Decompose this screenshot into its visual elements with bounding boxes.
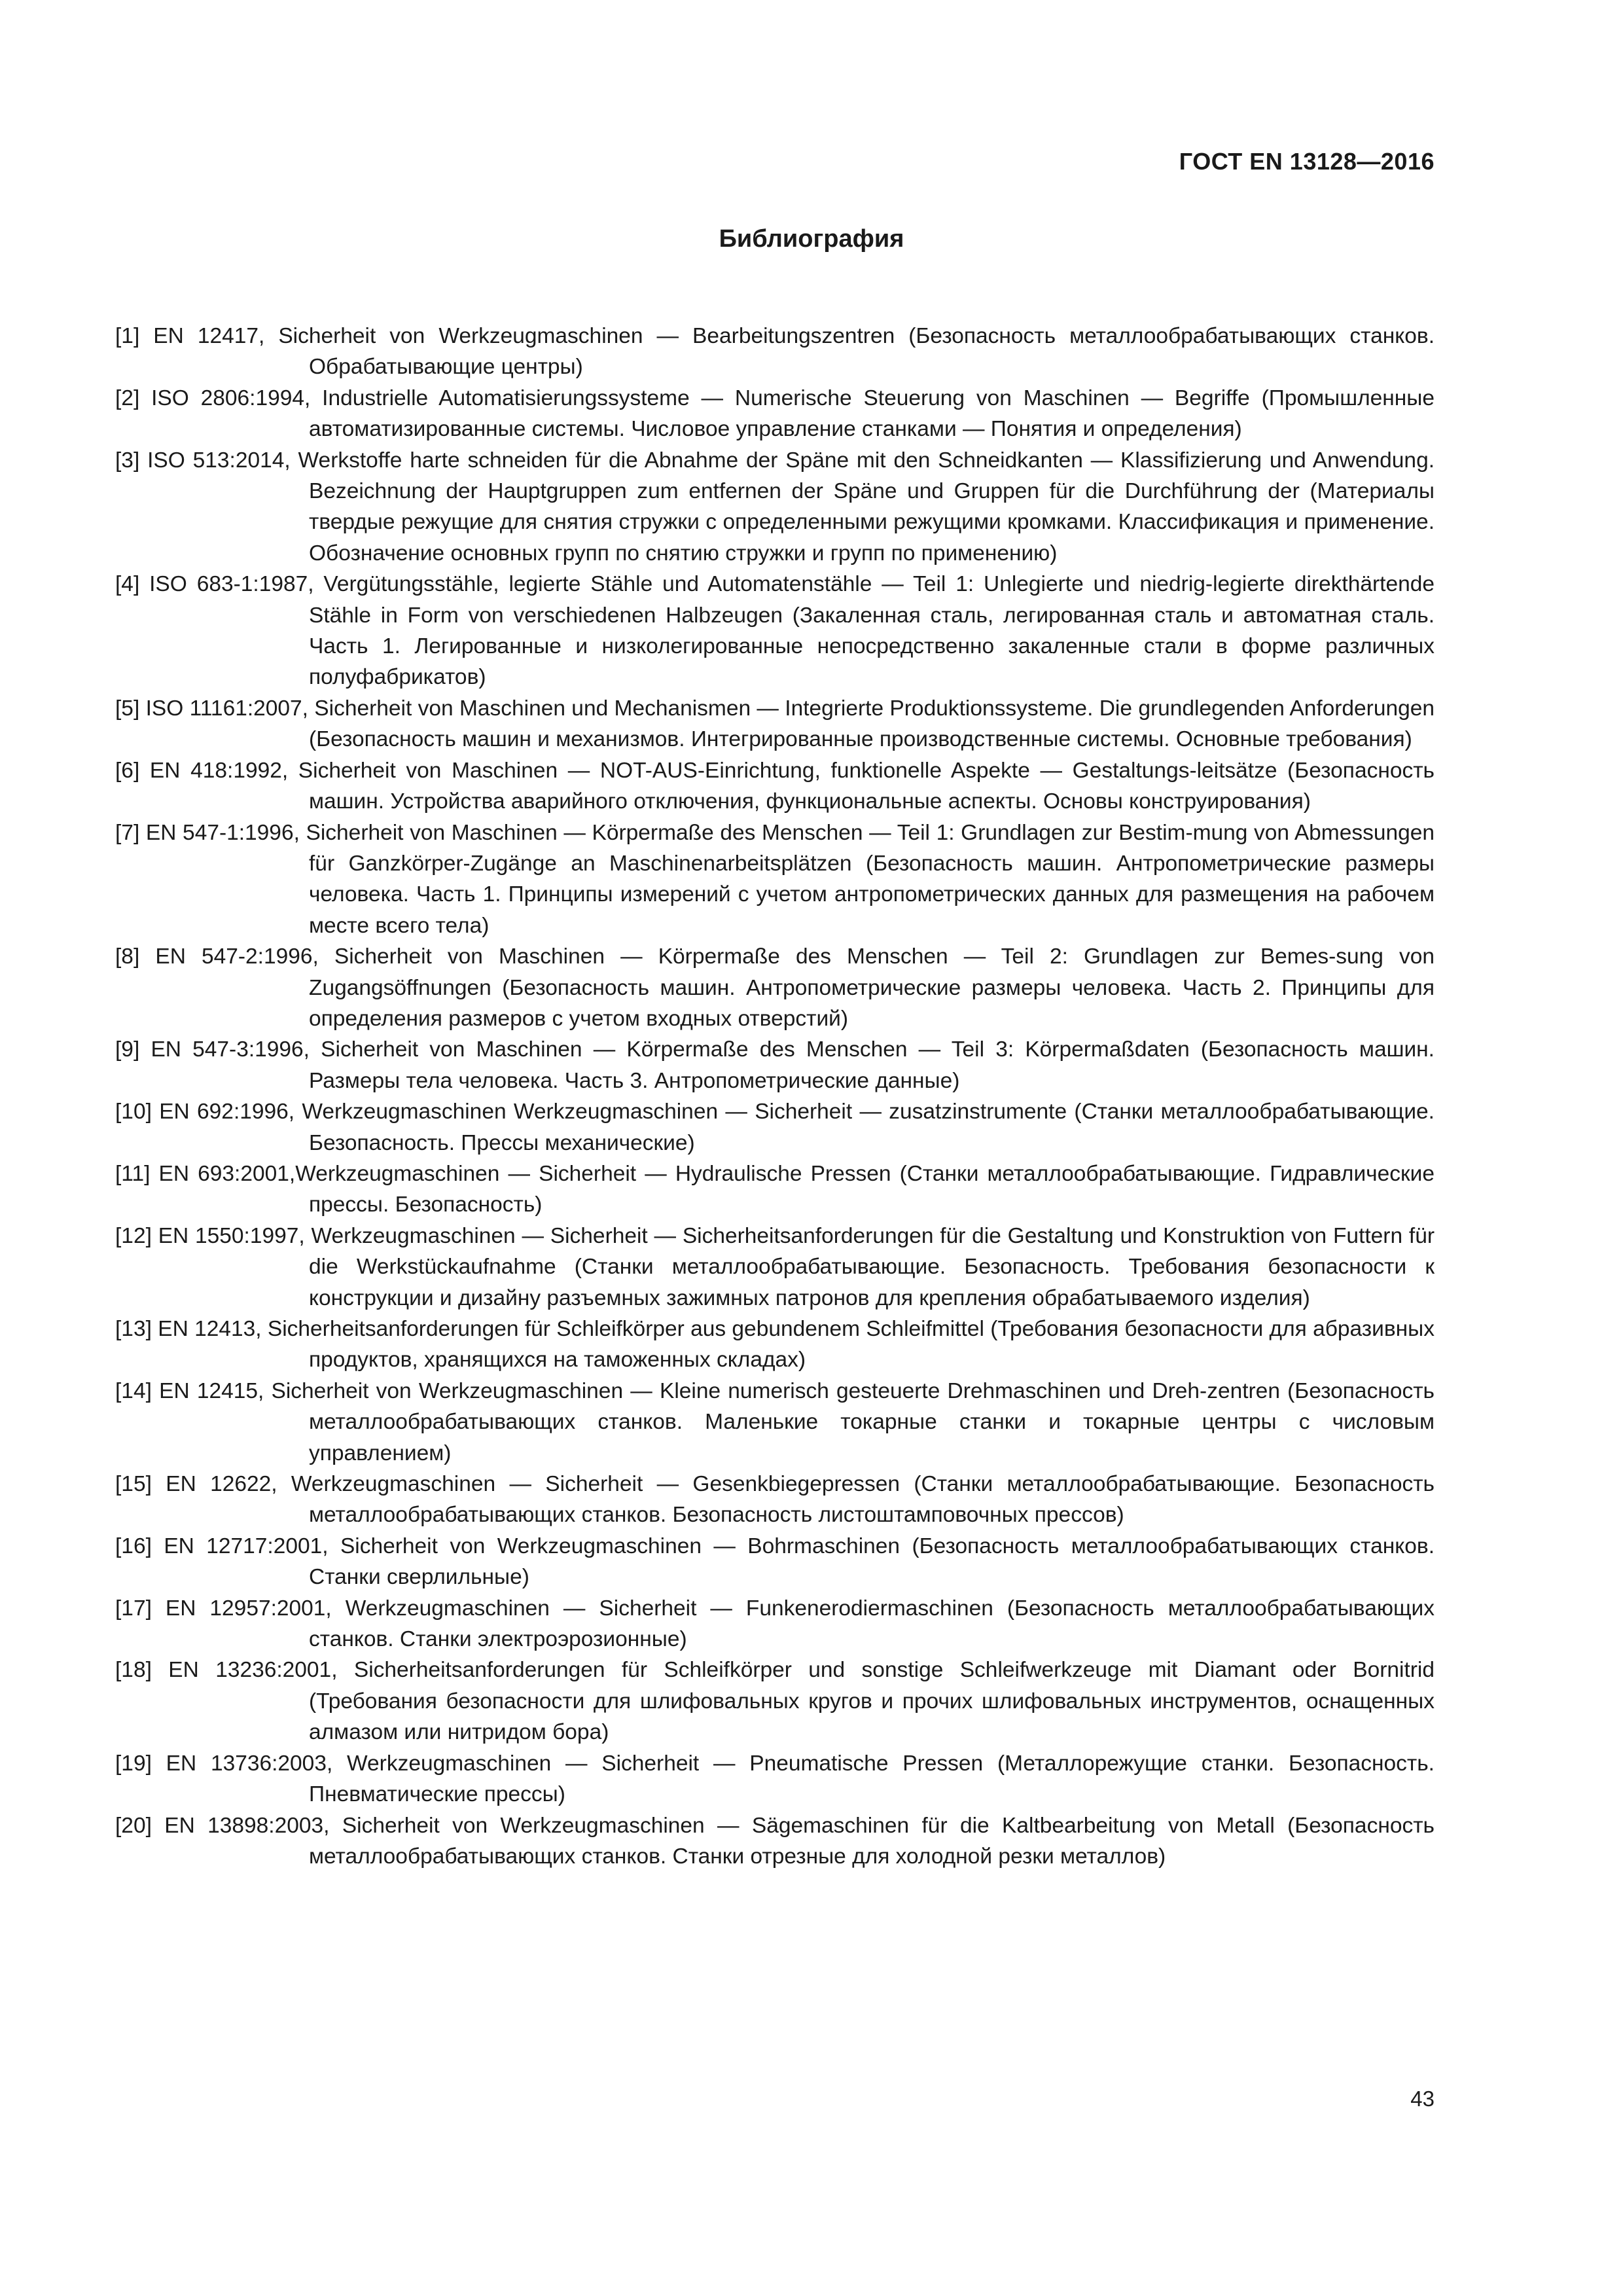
entry-number: [16]	[115, 1534, 152, 1558]
entry-number: [8]	[115, 944, 140, 969]
entry-number: [18]	[115, 1658, 152, 1683]
bibliography-entry	[115, 1748, 1435, 1810]
entry-number: [1]	[115, 324, 140, 348]
entry-text: EN 13236:2001, Sicherheitsanforderungen für Schleifkörper und sonstige Schleifwerkzeuge mit Diamant oder Bornitrid (Требования безопасности для шлифовальных кругов и прочих шлифовальных инструментов, оснащенных алмазом или нитридом бора)	[168, 1658, 1435, 1745]
entry-number: [17]	[115, 1596, 152, 1621]
bibliography-entry	[115, 383, 1435, 445]
entry-text: EN 13898:2003, Sicherheit von Werkzeugmaschinen — Sägemaschinen für die Kaltbearbeitung von Metall (Безопасность металлообрабатывающих станков. Станки отрезные для холодной резки металлов)	[164, 1813, 1435, 1869]
bibliography-entry	[115, 1376, 1435, 1469]
bibliography-entry	[115, 1221, 1435, 1314]
entry-number: [15]	[115, 1472, 152, 1497]
bibliography-entry	[115, 755, 1435, 817]
entry-text: EN 12717:2001, Sicherheit von Werkzeugmaschinen — Bohrmaschinen (Безопасность металлообрабатывающих станков. Станки сверлильные)	[164, 1534, 1435, 1590]
bibliography-entry	[115, 321, 1435, 383]
entry-number: [14]	[115, 1378, 152, 1403]
bibliography-entry	[115, 1593, 1435, 1655]
bibliography-entry	[115, 569, 1435, 693]
entry-number: [5]	[115, 696, 140, 721]
entry-text: EN 418:1992, Sicherheit von Maschinen — NOT-AUS-Einrichtung, funktionelle Aspekte — Gestaltungs-leitsätze (Безопасность машин. Устройства аварийного отключения, функциональные аспекты. Основы конструирования)	[149, 758, 1435, 814]
entry-number: [4]	[115, 572, 140, 597]
bibliography-entry	[115, 817, 1435, 942]
bibliography-entry	[115, 693, 1435, 755]
entry-number: [9]	[115, 1037, 140, 1062]
page-number: 43	[1410, 2087, 1435, 2111]
entry-text: EN 1550:1997, Werkzeugmaschinen — Sicherheit — Sicherheitsanforderungen für die Gestaltung und Konstruktion von Futtern für die Werkstückaufnahme (Станки металлообрабатывающие. Безопасность. Требования безопасности к конструкции и дизайну разъемных зажимных патронов для крепления обрабатываемого изделия)	[158, 1223, 1435, 1310]
entry-number: [10]	[115, 1100, 152, 1124]
entry-number: [3]	[115, 448, 140, 473]
bibliography-list	[115, 321, 1435, 1872]
entry-number: [19]	[115, 1751, 152, 1776]
entry-text: EN 547-1:1996, Sicherheit von Maschinen — Körpermaße des Menschen — Teil 1: Grundlagen zur Bestim-mung von Abmessungen für Ganzkörper-Zugänge an Maschinenarbeitsplätzen (Безопасность машин. Антропометрические размеры человека. Часть 1. Принципы измерений с учетом антропометрических данных для размещения на рабочем месте всего тела)	[145, 820, 1435, 938]
entry-number: [13]	[115, 1317, 152, 1341]
bibliography-entry	[115, 1655, 1435, 1748]
entry-text: ISO 683-1:1987, Vergütungsstähle, legierte Stähle und Automatenstähle — Teil 1: Unlegierte und niedrig-legierte direkthärtende Stähle in Form von verschiedenen Halbzeugen (Закаленная сталь, легированная сталь и автоматная сталь. Часть 1. Легированные и низколегированные непосредственно закаленные стали в форме различных полуфабрикатов)	[149, 572, 1435, 690]
bibliography-entry	[115, 1314, 1435, 1376]
entry-number: [12]	[115, 1223, 152, 1248]
entry-text: EN 13736:2003, Werkzeugmaschinen — Sicherheit — Pneumatische Pressen (Металлорежущие станки. Безопасность. Пневматические прессы)	[166, 1751, 1435, 1807]
entry-number: [7]	[115, 820, 140, 845]
entry-text: ISO 2806:1994, Industrielle Automatisierungssysteme — Numerische Steuerung von Maschinen — Begriffe (Промышленные автоматизированные системы. Числовое управление станками — Понятия и определения)	[151, 386, 1435, 442]
entry-text: EN 12417, Sicherheit von Werkzeugmaschinen — Bearbeitungszentren (Безопасность металлообрабатывающих станков. Обрабатывающие центры)	[153, 324, 1435, 380]
entry-text: EN 12957:2001, Werkzeugmaschinen — Sicherheit — Funkenerodiermaschinen (Безопасность металлообрабатывающих станков. Станки электроэрозионные)	[165, 1596, 1435, 1652]
bibliography-entry	[115, 1531, 1435, 1593]
bibliography-entry	[115, 1810, 1435, 1873]
bibliography-entry	[115, 1034, 1435, 1096]
entry-number: [20]	[115, 1813, 152, 1838]
entry-text: EN 547-3:1996, Sicherheit von Maschinen — Körpermaße des Menschen — Teil 3: Körpermaßdaten (Безопасность машин. Размеры тела человека. Часть 3. Антропометрические данные)	[151, 1037, 1435, 1093]
entry-text: EN 12622, Werkzeugmaschinen — Sicherheit — Gesenkbiegepressen (Станки металлообрабатывающие. Безопасность металлообрабатывающих станков. Безопасность листоштамповочных прессов)	[166, 1472, 1435, 1528]
entry-text: EN 12413, Sicherheitsanforderungen für Schleifkörper aus gebundenem Schleifmittel (Требования безопасности для абразивных продуктов, хранящихся на таможенных складах)	[158, 1317, 1435, 1372]
bibliography-entry	[115, 1096, 1435, 1158]
entry-text: EN 693:2001,Werkzeugmaschinen — Sicherheit — Hydraulische Pressen (Станки металлообрабатывающие. Гидравлические прессы. Безопасность)	[158, 1161, 1435, 1217]
bibliography-entry	[115, 1158, 1435, 1221]
entry-text: ISO 11161:2007, Sicherheit von Maschinen und Mechanismen — Integrierte Produktionssysteme. Die grundlegenden Anforderungen (Безопасность машин и механизмов. Интегрированные производственные системы. Основные требования)	[145, 696, 1435, 752]
entry-text: ISO 513:2014, Werkstoffe harte schneiden für die Abnahme der Späne mit den Schneidkanten — Klassifizierung und Anwendung. Bezeichnung der Hauptgruppen zum entfernen der Späne und Gruppen für die Durchführung der (Материалы твердые режущие для снятия стружки с определенными режущими кромками. Классификация и применение. Обозначение основных групп по снятию стружки и групп по применению)	[147, 448, 1435, 565]
entry-number: [11]	[115, 1161, 151, 1186]
standard-designation: ГОСТ EN 13128—2016	[1179, 148, 1435, 175]
bibliography-entry	[115, 1469, 1435, 1531]
entry-text: EN 12415, Sicherheit von Werkzeugmaschinen — Kleine numerisch gesteuerte Drehmaschinen und Dreh-zentren (Безопасность металлообрабатывающих станков. Маленькие токарные станки и токарные центры с числовым управлением)	[159, 1378, 1435, 1465]
bibliography-entry	[115, 445, 1435, 569]
entry-text: EN 547-2:1996, Sicherheit von Maschinen — Körpermaße des Menschen — Teil 2: Grundlagen zur Bemes-sung von Zugangsöffnungen (Безопасность машин. Антропометрические размеры человека. Часть 2. Принципы для определения размеров с учетом входных отверстий)	[155, 944, 1435, 1031]
entry-number: [2]	[115, 386, 140, 410]
page-title: Библиография	[719, 225, 904, 253]
bibliography-entry	[115, 941, 1435, 1034]
entry-text: EN 692:1996, Werkzeugmaschinen Werkzeugmaschinen — Sicherheit — zusatzinstrumente (Станки металлообрабатывающие. Безопасность. Прессы механические)	[159, 1100, 1435, 1155]
entry-number: [6]	[115, 758, 140, 783]
